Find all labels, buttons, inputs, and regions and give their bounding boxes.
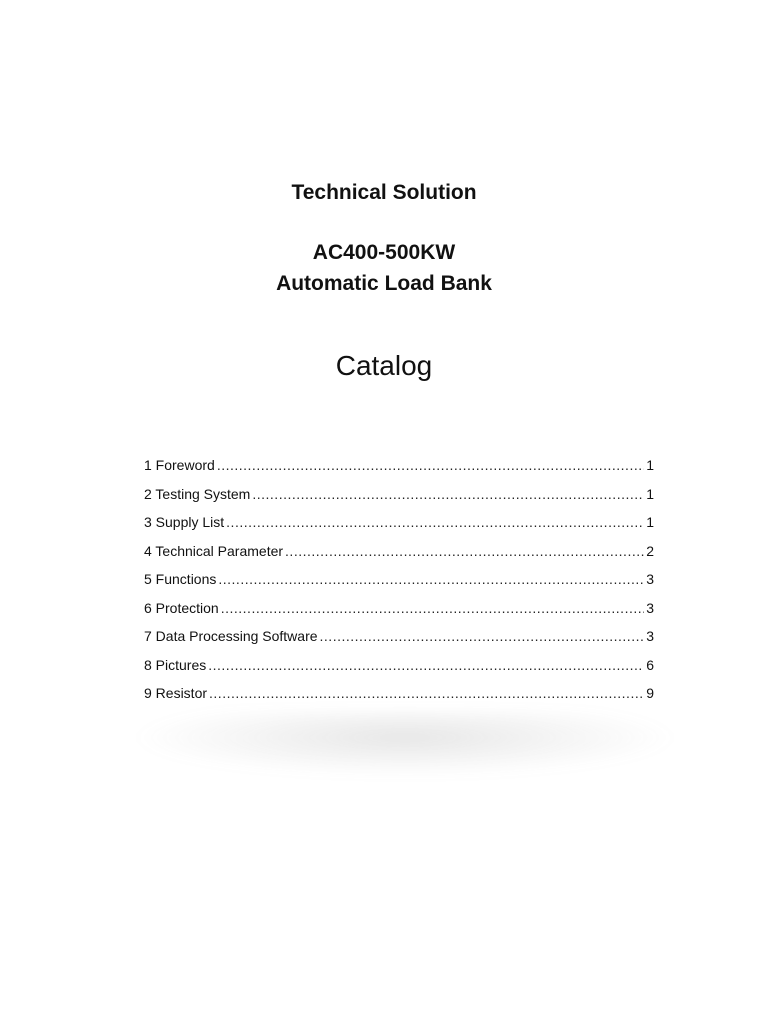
toc-entry-page: 3 bbox=[646, 599, 654, 616]
toc-entry-page: 6 bbox=[646, 656, 654, 673]
toc-entry-page: 1 bbox=[646, 457, 654, 473]
toc-entry-label: 4 Technical Parameter bbox=[144, 542, 284, 559]
toc-entry bbox=[144, 512, 654, 541]
toc-dot-leader bbox=[252, 484, 644, 504]
toc-entry bbox=[144, 655, 654, 684]
toc-dot-leader bbox=[285, 541, 644, 561]
toc-dot-leader bbox=[320, 626, 645, 646]
toc-entry bbox=[144, 541, 654, 570]
toc-entry bbox=[144, 484, 654, 513]
toc-entry bbox=[144, 683, 654, 712]
toc-dot-leader bbox=[217, 455, 644, 475]
toc-dot-leader bbox=[221, 598, 644, 618]
toc-entry-page: 1 bbox=[646, 485, 654, 502]
toc-entry bbox=[144, 626, 654, 655]
toc-entry-label: 2 Testing System bbox=[144, 485, 251, 502]
toc-dot-leader bbox=[209, 683, 644, 703]
toc-entry bbox=[144, 569, 654, 598]
toc-dot-leader bbox=[208, 655, 644, 675]
document-title: Technical Solution bbox=[291, 181, 477, 204]
blurred-region bbox=[130, 712, 680, 776]
toc-entry-page: 9 bbox=[646, 685, 654, 701]
toc-entry-page: 3 bbox=[646, 628, 654, 644]
toc-entry-label: 7 Data Processing Software bbox=[144, 628, 318, 644]
catalog-heading: Catalog bbox=[335, 350, 433, 381]
toc-dot-leader bbox=[226, 512, 644, 532]
product-model: AC400-500KW bbox=[312, 241, 456, 264]
toc-entry bbox=[144, 598, 654, 627]
toc-entry-page: 3 bbox=[646, 571, 654, 587]
toc-entry bbox=[144, 455, 654, 484]
toc-entry-label: 6 Protection bbox=[144, 599, 219, 616]
toc-dot-leader bbox=[218, 569, 644, 589]
toc-entry-label: 3 Supply List bbox=[144, 514, 225, 530]
toc-entry-label: 1 Foreword bbox=[144, 457, 215, 473]
toc-entry-label: 5 Functions bbox=[144, 571, 217, 587]
toc-entry-label: 8 Pictures bbox=[144, 656, 207, 673]
toc-entry-label: 9 Resistor bbox=[144, 685, 208, 701]
toc-entry-page: 2 bbox=[646, 542, 654, 559]
table-of-contents bbox=[144, 455, 654, 712]
toc-entry-page: 1 bbox=[646, 514, 654, 530]
product-name: Automatic Load Bank bbox=[276, 272, 492, 295]
